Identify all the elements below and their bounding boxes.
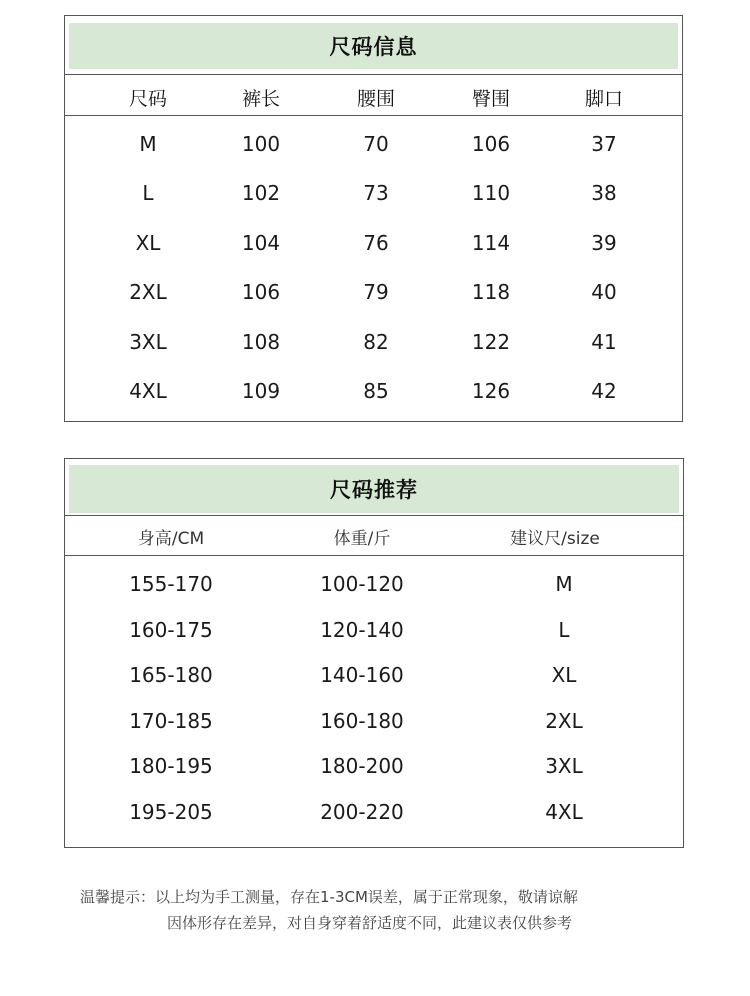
- header-bottom-divider: [65, 115, 682, 116]
- cell-size: 3XL: [129, 330, 167, 354]
- cell-suggested-size: M: [555, 572, 573, 596]
- cell-pants-length: 109: [241, 379, 281, 403]
- header-bottom-divider: [65, 555, 683, 556]
- cell-waist: 82: [363, 330, 389, 354]
- cell-waist: 76: [363, 231, 389, 255]
- header-weight: 体重/斤: [333, 529, 391, 549]
- cell-hem: 42: [591, 379, 617, 403]
- size-info-table: [64, 15, 683, 422]
- cell-hip: 110: [471, 181, 511, 205]
- size-recommend-title: 尺码推荐: [69, 465, 679, 513]
- cell-suggested-size: 4XL: [545, 800, 583, 824]
- cell-suggested-size: 2XL: [545, 709, 583, 733]
- cell-size: 2XL: [129, 280, 167, 304]
- header-pants-length: 裤长: [241, 88, 281, 110]
- cell-pants-length: 102: [241, 181, 281, 205]
- cell-hip: 106: [471, 132, 511, 156]
- cell-suggested-size: L: [558, 618, 570, 642]
- size-recommend-table: [64, 458, 684, 848]
- cell-height: 195-205: [129, 800, 213, 824]
- cell-hip: 126: [471, 379, 511, 403]
- header-top-divider: [65, 515, 683, 516]
- cell-height: 170-185: [129, 709, 213, 733]
- header-hip: 臀围: [471, 88, 511, 110]
- notice-line-1: 温馨提示：以上均为手工测量，存在1-3CM误差，属于正常现象，敬请谅解: [80, 888, 578, 906]
- cell-hip: 122: [471, 330, 511, 354]
- cell-hip: 118: [471, 280, 511, 304]
- cell-weight: 200-220: [320, 800, 404, 824]
- cell-size: XL: [135, 231, 161, 255]
- cell-weight: 100-120: [320, 572, 404, 596]
- cell-hem: 38: [591, 181, 617, 205]
- cell-weight: 140-160: [320, 663, 404, 687]
- cell-weight: 180-200: [320, 754, 404, 778]
- cell-height: 160-175: [129, 618, 213, 642]
- cell-hem: 37: [591, 132, 617, 156]
- cell-size: L: [142, 181, 154, 205]
- cell-hem: 39: [591, 231, 617, 255]
- cell-height: 180-195: [129, 754, 213, 778]
- cell-hem: 41: [591, 330, 617, 354]
- header-suggested-size: 建议尺/size: [510, 529, 600, 549]
- cell-hip: 114: [471, 231, 511, 255]
- cell-size: 4XL: [129, 379, 167, 403]
- size-info-title: 尺码信息: [69, 23, 678, 69]
- cell-waist: 70: [363, 132, 389, 156]
- cell-pants-length: 106: [241, 280, 281, 304]
- header-top-divider: [65, 74, 682, 75]
- cell-pants-length: 100: [241, 132, 281, 156]
- cell-pants-length: 104: [241, 231, 281, 255]
- cell-waist: 85: [363, 379, 389, 403]
- header-size: 尺码: [128, 88, 168, 110]
- cell-suggested-size: 3XL: [545, 754, 583, 778]
- header-height: 身高/CM: [137, 529, 205, 549]
- cell-waist: 73: [363, 181, 389, 205]
- cell-suggested-size: XL: [551, 663, 577, 687]
- cell-weight: 160-180: [320, 709, 404, 733]
- cell-height: 155-170: [129, 572, 213, 596]
- header-hem: 脚口: [584, 88, 624, 110]
- cell-pants-length: 108: [241, 330, 281, 354]
- cell-height: 165-180: [129, 663, 213, 687]
- cell-weight: 120-140: [320, 618, 404, 642]
- cell-hem: 40: [591, 280, 617, 304]
- cell-size: M: [139, 132, 157, 156]
- notice-line-2: 因体形存在差异，对自身穿着舒适度不同，此建议表仅供参考: [167, 914, 573, 932]
- header-waist: 腰围: [356, 88, 396, 110]
- cell-waist: 79: [363, 280, 389, 304]
